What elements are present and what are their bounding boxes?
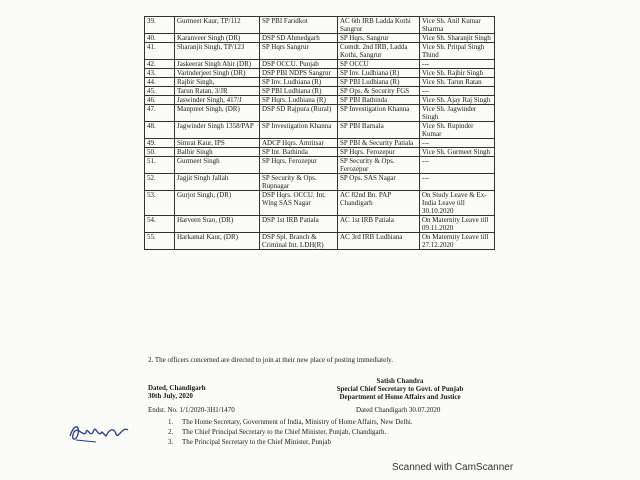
cell-from: DSP SD Ahmedgarh [260,34,338,43]
table-row [145,60,495,69]
table-row [145,139,495,148]
cell-vice: On Maternity Leave till 27.12.2020 [420,233,495,250]
cell-sno: 51. [145,157,175,174]
cell-vice: On Maternity Leave till 09.11.2020 [420,216,495,233]
cell-name: Varinderjeet Singh (DR) [175,69,260,78]
table-row [145,69,495,78]
cell-sno: 50. [145,148,175,157]
cell-to: AC 82nd Bn. PAP Chandigarh [338,191,420,216]
cell-name: Gurmeet Singh [175,157,260,174]
signatory-designation: Special Chief Secretary to Govt. of Punjab [336,385,464,393]
cell-sno: 47. [145,105,175,122]
cell-sno: 48. [145,122,175,139]
cell-to: SP Inv. Ludhiana (R) [338,69,420,78]
cell-from: DSP PBI NDPS Sangrur [260,69,338,78]
cell-to: SP Investigation Khanna [338,105,420,122]
endorsement-date: Dated Chandigarh 30.07.2020 [356,406,441,414]
addressee-list [168,418,508,448]
cell-sno: 41. [145,43,175,60]
cell-name: Gurmeet Kaur, TP/112 [175,17,260,34]
cell-sno: 52. [145,174,175,191]
cell-name: Jagwinder Singh 1358/PAP [175,122,260,139]
paragraph-2: 2. The officers concerned are directed to join at their new place of posting immediately. [148,356,393,364]
cell-from: DSP 1st IRB Patiala [260,216,338,233]
cell-vice: Vice Sh. Rupinder Kumar [420,122,495,139]
cell-sno: 45. [145,87,175,96]
table-row [145,96,495,105]
cell-name: Jagjit Singh Jallah [175,174,260,191]
cell-vice: On Study Leave & Ex-India Leave till 30.10.2020 [420,191,495,216]
cell-to: AC 3rd IRB Ludhiana [338,233,420,250]
cell-vice: --- [420,157,495,174]
cell-to: SP Hqrs. Ferozepur [338,148,420,157]
addressee-item [168,418,508,426]
cell-vice: --- [420,174,495,191]
table-row [145,87,495,96]
cell-vice: Vice Sh. Sharanjit Singh [420,34,495,43]
dated-date: 30th July, 2020 [148,392,193,400]
cell-to: AC 1st IRB Patiala [338,216,420,233]
cell-from: SP Hqrs. Ludhiana (R) [260,96,338,105]
dated-place: Dated, Chandigarh [148,384,206,392]
cell-sno: 43. [145,69,175,78]
addressee-item [168,428,508,436]
table-row [145,157,495,174]
addressee-number: 1. [168,418,174,426]
cell-from: SP PBI Faridkot [260,17,338,34]
addressee-text: The Chief Principal Secretary to the Chief Minister, Punjab, Chandigarh. [182,428,387,436]
cell-from: DSP Spl. Branch & Criminal Int. LDH(R) [260,233,338,250]
cell-from: SP Int. Bathinda [260,148,338,157]
cell-sno: 54. [145,216,175,233]
cell-to: SP PBI Ludhiana (R) [338,78,420,87]
cell-name: Jaswinder Singh, 417/J [175,96,260,105]
cell-from: SP PBI Ludhiana (R) [260,87,338,96]
cell-from: SP Security & Ops. Rupnagar [260,174,338,191]
cell-sno: 46. [145,96,175,105]
cell-name: Simrat Kaur, IPS [175,139,260,148]
endorsement-number: Endst. No. 1/1/2020-3H1/1470 [148,406,235,414]
cell-name: Karanveer Singh (DR) [175,34,260,43]
cell-name: Sharanjit Singh, TP/123 [175,43,260,60]
cell-from: DSP SD Rajpura (Rural) [260,105,338,122]
table-row [145,122,495,139]
table-row [145,17,495,34]
cell-to: SP Hqrs. Sangrur [338,34,420,43]
cell-from: SP Inv. Ludhiana (R) [260,78,338,87]
cell-from: SP Hqrs Sangrur [260,43,338,60]
cell-to: AC 6th IRB Ladda Kothi Sangrur [338,17,420,34]
scanner-watermark: Scanned with CamScanner [392,462,514,473]
table-row [145,34,495,43]
cell-sno: 53. [145,191,175,216]
cell-to: SP OCCU [338,60,420,69]
cell-name: Balbir Singh [175,148,260,157]
cell-sno: 49. [145,139,175,148]
table-row [145,43,495,60]
cell-from: DSP Hqrs. OCCU. Int. Wing SAS Nagar [260,191,338,216]
cell-vice: --- [420,87,495,96]
table-row [145,216,495,233]
table-row [145,174,495,191]
cell-to: SP PBI Bathinda [338,96,420,105]
cell-from: ADCP Hqrs. Amritsar [260,139,338,148]
cell-to: SP PBI Barnala [338,122,420,139]
cell-name: Harveen Srao, (DR) [175,216,260,233]
cell-vice: --- [420,60,495,69]
dated-block [148,384,206,400]
cell-from: SP Hqrs. Ferozepur [260,157,338,174]
cell-sno: 42. [145,60,175,69]
table-row [145,191,495,216]
table-row [145,233,495,250]
cell-name: Gurjot Singh, (DR) [175,191,260,216]
cell-vice: Vice Sh. Pritpal Singh Thind [420,43,495,60]
cell-vice: Vice Sh. Anil Kumar Sharma [420,17,495,34]
cell-name: Tarun Ratan, 3/JR [175,87,260,96]
table-row [145,105,495,122]
cell-name: Jaskeerat Singh Ahir (DR) [175,60,260,69]
addressee-text: The Home Secretary, Government of India, Ministry of Home Affairs, New Delhi. [182,418,413,426]
cell-vice: Vice Sh. Tarun Ratan [420,78,495,87]
cell-to: Comdt. 2nd IRB, Ladda Kothi, Sangrur [338,43,420,60]
cell-vice: Vice Sh. Rajbir Singh [420,69,495,78]
cell-from: DSP OCCU. Punjab [260,60,338,69]
cell-to: SP Security & Ops. Ferozepur [338,157,420,174]
cell-vice: Vice Sh. Ajay Raj Singh [420,96,495,105]
addressee-text: The Principal Secretary to the Chief Minister, Punjab [182,438,332,446]
cell-vice: --- [420,139,495,148]
cell-name: Harkamal Kaur, (DR) [175,233,260,250]
signature-block [280,377,520,401]
cell-sno: 55. [145,233,175,250]
table-row [145,148,495,157]
transfer-table [144,16,495,250]
cell-sno: 39. [145,17,175,34]
addressee-item [168,438,508,446]
cell-vice: Vice Sh. Gurmeet Singh [420,148,495,157]
addressee-number: 3. [168,438,174,446]
signatory-department: Department of Home Affairs and Justice [339,393,461,401]
cell-sno: 44. [145,78,175,87]
addressee-number: 2. [168,428,174,436]
cell-to: SP PBI & Security Patiala [338,139,420,148]
table-row [145,78,495,87]
handwritten-initials-icon [66,418,136,448]
cell-name: Manpreet Singh, (DR) [175,105,260,122]
cell-name: Rajbir Singh, [175,78,260,87]
cell-to: SP Ops. SAS Nagar [338,174,420,191]
cell-sno: 40. [145,34,175,43]
cell-vice: Vice Sh. Jagwinder Singh [420,105,495,122]
cell-from: SP Investigation Khanna [260,122,338,139]
signatory-name: Satish Chandra [376,377,424,385]
cell-to: SP Ops. & Security FGS [338,87,420,96]
